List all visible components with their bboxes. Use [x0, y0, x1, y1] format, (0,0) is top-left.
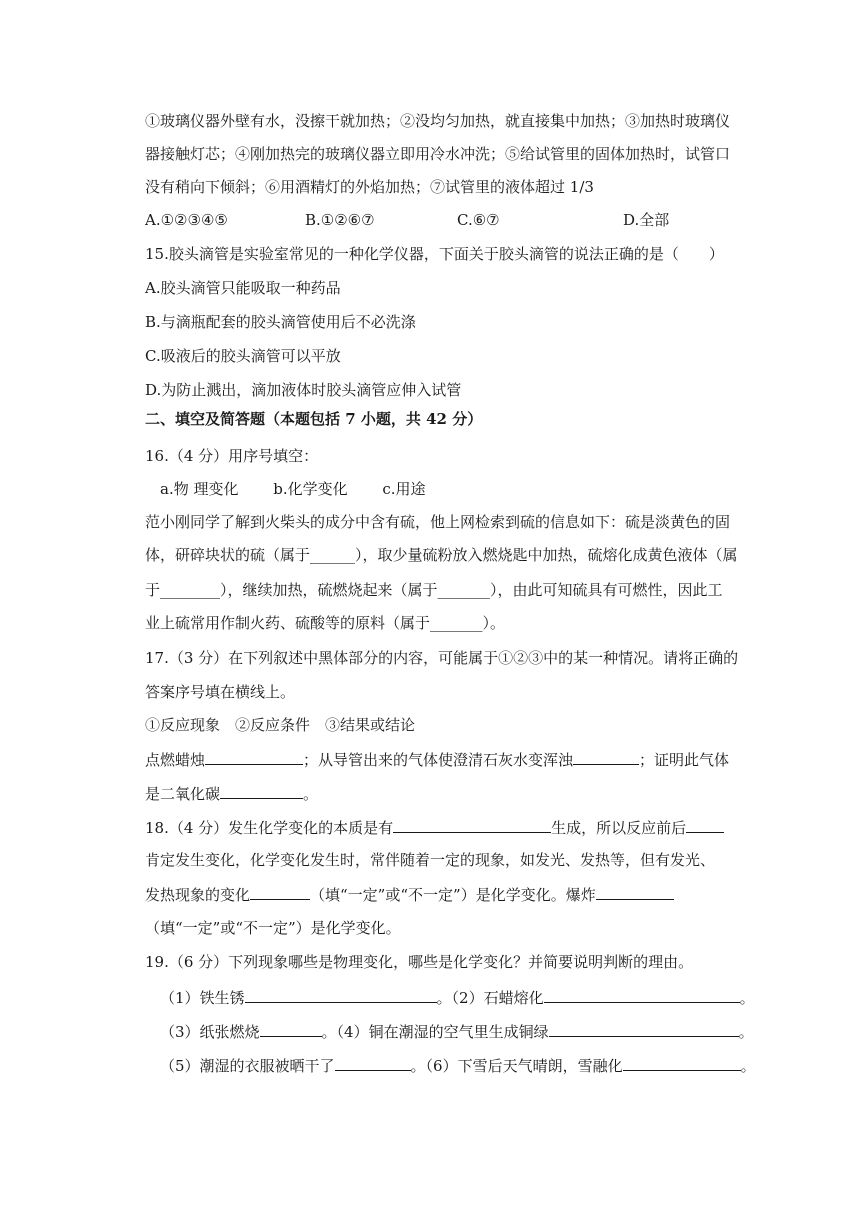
q17-blank-2[interactable] — [573, 749, 639, 765]
section-heading: 二、填空及简答题（本题包括 7 小题，共 42 分） — [145, 410, 483, 428]
q19-blank-1[interactable] — [245, 987, 437, 1003]
q16-line-4: 业上硫常用作制火药、硫酸等的原料（属于_______）。 — [145, 614, 506, 632]
q19-line-3 — [160, 1055, 756, 1076]
q16-line-3: 于________），继续加热，硫燃烧起来（属于_______），由此可知硫具有可燃性，因此工 — [145, 581, 723, 599]
q17-text-d: 是二氧化碳 — [145, 785, 221, 803]
q19-end-2: 。 — [738, 1023, 754, 1041]
q19-end-1: 。 — [739, 989, 755, 1007]
q19-item-5: （5）潮湿的衣服被晒干了 — [160, 1057, 335, 1075]
q19-item-1: （1）铁生锈 — [160, 989, 245, 1007]
q19-end-3: 。 — [740, 1057, 756, 1075]
q19-blank-2[interactable] — [544, 987, 740, 1003]
q17-text-a: 点燃蜡烛 — [145, 751, 206, 769]
q18-blank-4[interactable] — [596, 884, 674, 900]
q18-blank-3[interactable] — [250, 884, 310, 900]
q19-item-6: 。（6）下雪后天气晴朗，雪融化 — [410, 1057, 623, 1075]
q17-text-b: ；从导管出来的气体使澄清石灰水变浑浊 — [303, 751, 574, 769]
q19-item-3: （3）纸张燃烧 — [160, 1023, 260, 1041]
q18-blank-2[interactable] — [686, 817, 724, 833]
q14-line-1: ①玻璃仪器外壁有水，没擦干就加热；②没均匀加热，就直接集中加热；③加热时玻璃仪 — [145, 112, 731, 130]
q17-line-1 — [145, 749, 729, 770]
q18-text-a: 18.（4 分）发生化学变化的本质是有 — [145, 819, 394, 837]
q18-line-4: （填“一定”或“不一定”）是化学变化。 — [145, 919, 401, 937]
q14-option-d: D.全部 — [623, 211, 670, 229]
q17-blank-1[interactable] — [205, 749, 303, 765]
q17-text-e: 。 — [303, 785, 319, 803]
q17-stem-1: 17.（3 分）在下列叙述中黑体部分的内容，可能属于①②③中的某一种情况。请将正确的 — [145, 649, 739, 667]
q19-line-1 — [160, 987, 755, 1008]
q16-line-2: 体，研碎块状的硫（属于______），取少量硫粉放入燃烧匙中加热，硫熔化成黄色液体（属 — [145, 546, 738, 564]
q19-blank-4[interactable] — [549, 1021, 739, 1037]
q14-line-3: 没有稍向下倾斜；⑥用酒精灯的外焰加热；⑦试管里的液体超过 1/3 — [145, 178, 594, 196]
q15-option-b: B.与滴瓶配套的胶头滴管使用后不必洗涤 — [145, 313, 416, 331]
q16-line-1: 范小刚同学了解到火柴头的成分中含有硫，他上网检索到硫的信息如下：硫是淡黄色的固 — [145, 513, 731, 531]
q19-blank-3[interactable] — [260, 1021, 322, 1037]
q15-option-a: A.胶头滴管只能吸取一种药品 — [145, 279, 341, 297]
q17-line-2 — [145, 783, 318, 804]
q18-text-c: 发热现象的变化 — [145, 886, 251, 904]
q14-option-a: A.①②③④⑤ — [145, 211, 228, 229]
q18-blank-1[interactable] — [393, 817, 551, 833]
q18-line-1 — [145, 817, 724, 838]
q15-option-d: D.为防止溅出，滴加液体时胶头滴管应伸入试管 — [145, 381, 462, 399]
q17-options: ①反应现象 ②反应条件 ③结果或结论 — [145, 716, 416, 734]
q17-text-c: ；证明此气体 — [639, 751, 730, 769]
q18-text-d: （填“一定”或“不一定”）是化学变化。爆炸 — [310, 886, 596, 904]
q16-stem: 16.（4 分）用序号填空： — [145, 447, 319, 465]
q19-item-4: 。（4）铜在潮湿的空气里生成铜绿 — [321, 1023, 549, 1041]
q17-stem-2: 答案序号填在横线上。 — [145, 683, 296, 701]
q16-options: a.物 理变化 b.化学变化 c.用途 — [160, 480, 426, 498]
q17-blank-3[interactable] — [220, 783, 303, 799]
q18-line-2: 肯定发生变化，化学变化发生时，常伴随着一定的现象，如发光、发热等，但有发光、 — [145, 851, 716, 869]
q19-stem: 19.（6 分）下列现象哪些是物理变化，哪些是化学变化？并简要说明判断的理由。 — [145, 953, 694, 971]
q18-line-3 — [145, 884, 674, 905]
q19-blank-6[interactable] — [623, 1055, 741, 1071]
q19-line-2 — [160, 1021, 754, 1042]
q19-item-2: 。（2）石蜡熔化 — [436, 989, 544, 1007]
q14-option-b: B.①②⑥⑦ — [305, 211, 375, 229]
q14-option-c: C.⑥⑦ — [457, 211, 500, 229]
q18-text-b: 生成，所以反应前后 — [551, 819, 687, 837]
q15-stem: 15.胶头滴管是实验室常见的一种化学仪器，下面关于胶头滴管的说法正确的是（ ） — [145, 245, 724, 263]
q15-option-c: C.吸液后的胶头滴管可以平放 — [145, 347, 341, 365]
q19-blank-5[interactable] — [335, 1055, 411, 1071]
q14-line-2: 器接触灯芯；④刚加热完的玻璃仪器立即用冷水冲洗；⑤给试管里的固体加热时，试管口 — [145, 145, 731, 163]
